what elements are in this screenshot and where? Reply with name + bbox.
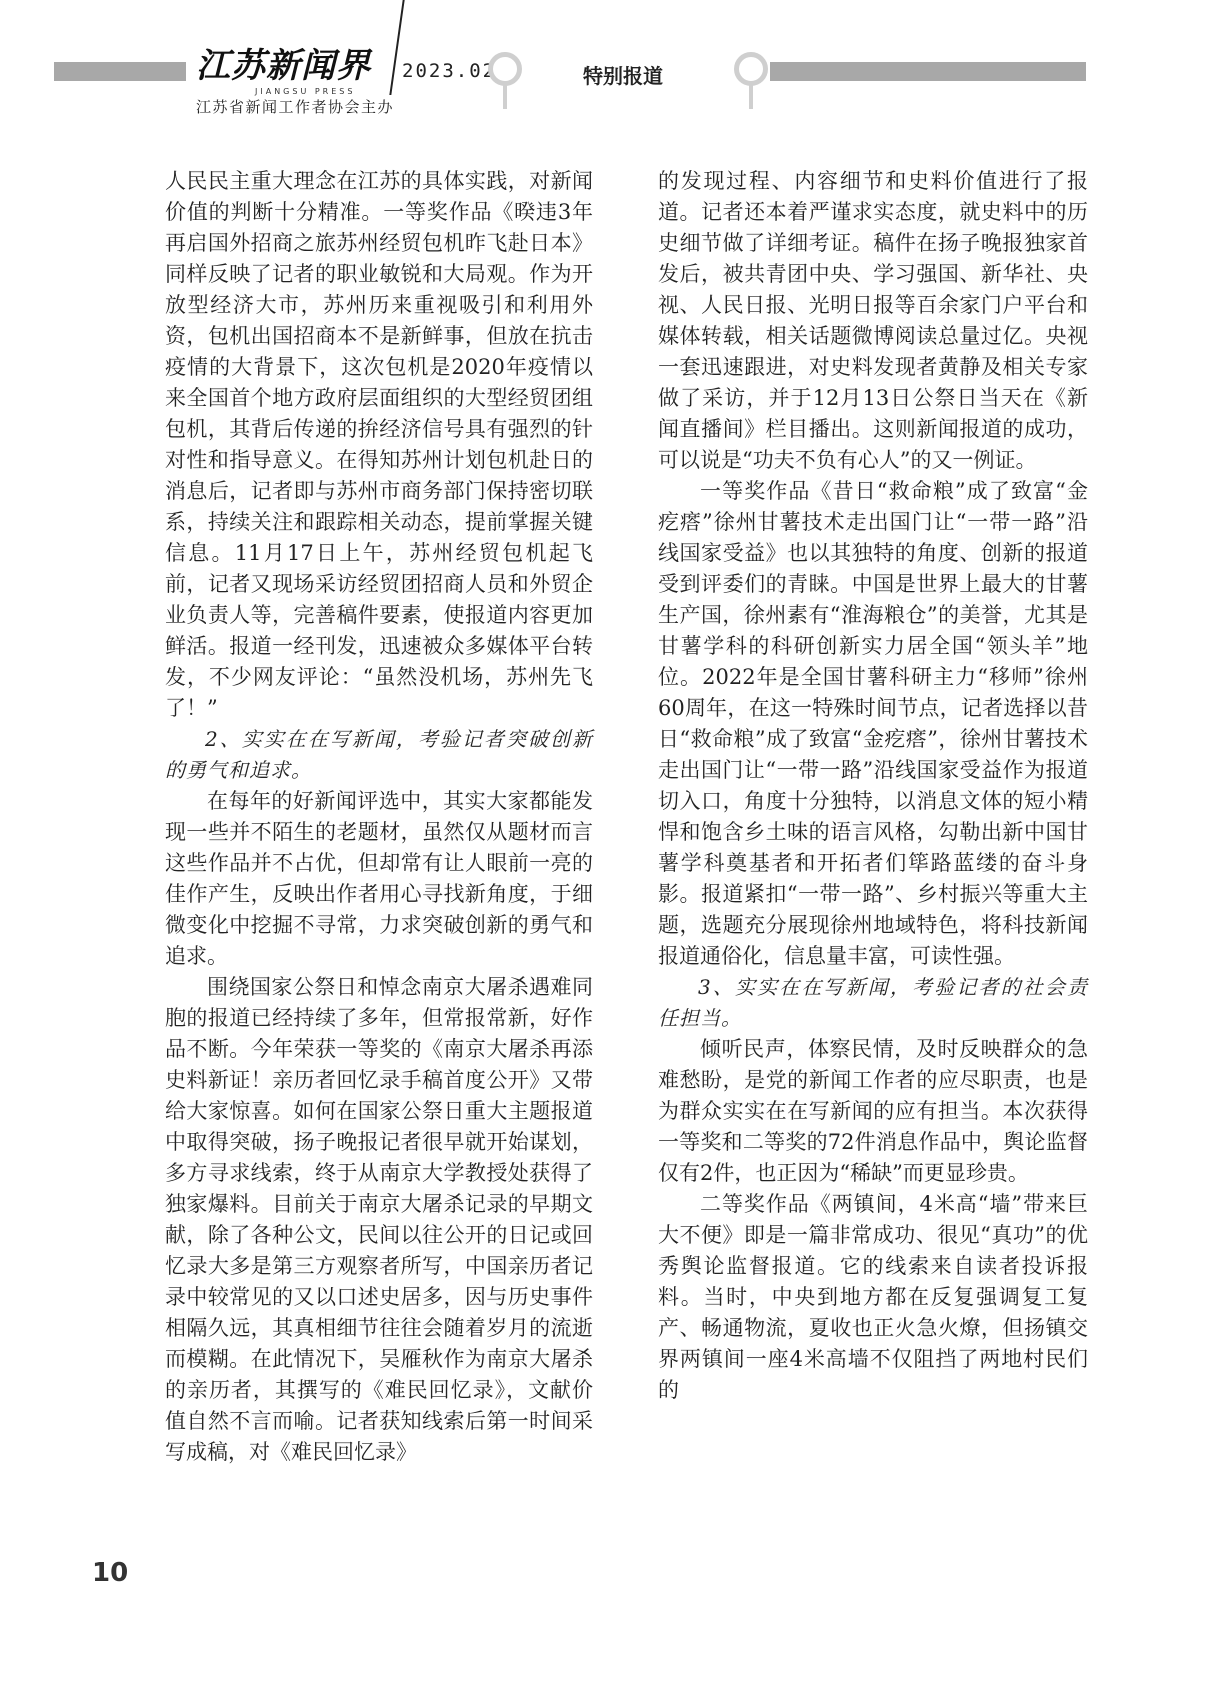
pin-icon [734,52,768,86]
paragraph: 围绕国家公祭日和悼念南京大屠杀遇难同胞的报道已经持续了多年，但常报常新，好作品不断。今年荣获一等奖的《南京大屠杀再添史料新证！亲历者回忆录手稿首度公开》又带给大家惊喜。如何在国家公祭日重大主题报道中取得突破，扬子晚报记者很早就开始谋划，多方寻求线索，终于从南京大学教授处获得了独家爆料。目前关于南京大屠杀记录的早期文献，除了各种公文，民间以往公开的日记或回忆录大多是第三方观察者所写，中国亲历者记录中较常见的又以口述史居多，因与历史事件相隔久远，其真相细节往往会随着岁月的流逝而模糊。在此情况下，吴雁秋作为南京大屠杀的亲历者，其撰写的《难民回忆录》，文献价值自然不言而喻。记者获知线索后第一时间采写成稿，对《难民回忆录》 [165,975,593,1464]
section-title: 特别报道 [583,64,663,88]
paragraph: 一等奖作品《昔日“救命粮”成了致富“金疙瘩”徐州甘薯技术走出国门让“一带一路”沿线国家受益》也以其独特的角度、创新的报道受到评委们的青睐。中国是世界上最大的甘薯生产国，徐州素有“淮海粮仓”的美誉，尤其是甘薯学科的科研创新实力居全国“领头羊”地位。2022年是全国甘薯科研主力“移师”徐州60周年，在这一特殊时间节点，记者选择以昔日“救命粮”成了致富“金疙瘩”，徐州甘薯技术走出国门让“一带一路”沿线国家受益作为报道切入口，角度十分独特，以消息文体的短小精悍和饱含乡土味的语言风格，勾勒出新中国甘薯学科奠基者和开拓者们筚路蓝缕的奋斗身影。报道紧扣“一带一路”、乡村振兴等重大主题，选题充分展现徐州地域特色，将科技新闻报道通俗化，信息量丰富，可读性强。 [658,479,1088,968]
header-bar-right [770,62,1086,81]
section-heading: 3、实实在在写新闻，考验记者的社会责任担当。 [658,975,1088,1030]
section-heading: 2、实实在在写新闻，考验记者突破创新的勇气和追求。 [165,727,593,782]
paragraph: 的发现过程、内容细节和史料价值进行了报道。记者还本着严谨求实态度，就史料中的历史细节做了详细考证。稿件在扬子晚报独家首发后，被共青团中央、学习强国、新华社、央视、人民日报、光明日报等百余家门户平台和媒体转载，相关话题微博阅读总量过亿。央视一套迅速跟进，对史料发现者黄静及相关专家做了采访，并于12月13日公祭日当天在《新闻直播间》栏目播出。这则新闻报道的成功，可以说是“功夫不负有心人”的又一例证。 [658,169,1088,472]
magazine-logo: 江苏新闻界 [196,46,371,86]
issue-number: 2023.02 [402,60,497,82]
header-bar-left [54,62,186,81]
paragraph: 人民民主重大理念在江苏的具体实践，对新闻价值的判断十分精准。一等奖作品《暌违3年再启国外招商之旅苏州经贸包机昨飞赴日本》同样反映了记者的职业敏锐和大局观。作为开放型经济大市，苏州历来重视吸引和利用外资，包机出国招商本不是新鲜事，但放在抗击疫情的大背景下，这次包机是2020年疫情以来全国首个地方政府层面组织的大型经贸团组包机，其背后传递的拚经济信号具有强烈的针对性和指导意义。在得知苏州计划包机赴日的消息后，记者即与苏州市商务部门保持密切联系，持续关注和跟踪相关动态，提前掌握关键信息。11月17日上午，苏州经贸包机起飞前，记者又现场采访经贸团招商人员和外贸企业负责人等，完善稿件要素，使报道内容更加鲜活。报道一经刊发，迅速被众多媒体平台转发，不少网友评论：“虽然没机场，苏州先飞了！” [165,169,593,720]
paragraph: 在每年的好新闻评选中，其实大家都能发现一些并不陌生的老题材，虽然仅从题材而言这些作品并不占优，但却常有让人眼前一亮的佳作产生，反映出作者用心寻找新角度，于细微变化中挖掘不寻常，力求突破创新的勇气和追求。 [165,789,593,968]
pin-icon [488,52,522,86]
page-number: 10 [92,1558,129,1588]
left-column [165,166,593,1468]
right-column [658,166,1088,1406]
paragraph: 倾听民声，体察民情，及时反映群众的急难愁盼，是党的新闻工作者的应尽职责，也是为群众实实在在写新闻的应有担当。本次获得一等奖和二等奖的72件消息作品中，舆论监督仅有2件，也正因为“稀缺”而更显珍贵。 [658,1037,1088,1185]
publisher-tagline: 江苏省新闻工作者协会主办 [196,98,395,116]
magazine-logo-subtitle: JIANGSU PRESS [255,87,356,96]
paragraph: 二等奖作品《两镇间，4米高“墙”带来巨大不便》即是一篇非常成功、很见“真功”的优秀舆论监督报道。它的线索来自读者投诉报料。当时，中央到地方都在反复强调复工复产、畅通物流，夏收也正火急火燎，但扬镇交界两镇间一座4米高墙不仅阻挡了两地村民们的 [658,1192,1088,1402]
